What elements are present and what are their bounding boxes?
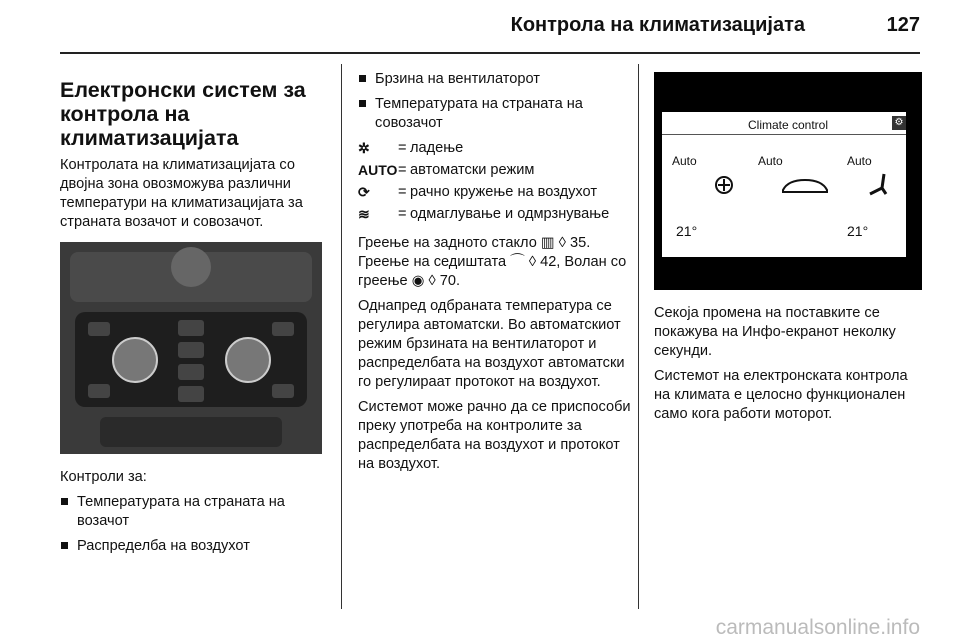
engine-note-paragraph: Системот на електронската контрола на климата е целосно функционален само кога работи моторот. [654, 368, 908, 422]
temp-right: 21° [847, 223, 869, 239]
def-recirculation [358, 183, 633, 202]
column-divider-1 [341, 64, 342, 609]
recirculation-icon: ⟳ [358, 184, 370, 200]
snowflake-icon: ✲ [358, 140, 370, 156]
defrost-icon: ≋ [358, 206, 370, 222]
bullet-driver-temp: Температурата на страната на возачот [60, 493, 326, 531]
column-1 [60, 70, 326, 562]
manual-adjust-paragraph: Системот може рачно да се приспособи преку употреба на контролите за распределбата на воздухот и протокот на воздухот. [358, 399, 631, 472]
bullet-passenger-temp: Температурата на страната на совозачот [358, 95, 633, 133]
page-number: 127 [886, 14, 920, 36]
auto-mode-paragraph: Однапред одбраната температура се регулира автоматски. Во автоматскиот режим брзината на вентилаторот и распределбата на воздухот автоматски го регулираат протокот на воздухот. [358, 298, 625, 390]
watermark: carmanualsonline.info [715, 616, 920, 639]
bullet-fan-speed: Брзина на вентилаторот [358, 70, 633, 89]
intro-paragraph: Контролата на климатизацијата со двојна зона овозможува различни температури на климатизацијата за страната возачот и совозачот. [60, 157, 303, 230]
def-equals: = [398, 184, 407, 200]
def-cooling [358, 139, 633, 158]
control-panel-photo [60, 242, 322, 454]
auto-label-car: Auto [758, 154, 783, 168]
auto-symbol: AUTO [358, 162, 398, 178]
seat-icon [864, 172, 890, 198]
display-title: Climate control [747, 118, 829, 132]
display-divider [662, 134, 906, 135]
bullet-air-distribution: Распределба на воздухот [60, 537, 326, 556]
def-text: рачно кружење на воздухот [410, 184, 598, 200]
def-auto [358, 161, 633, 180]
car-icon [780, 174, 830, 196]
column-2 [358, 70, 633, 480]
section-heading: Електронски систем за контрола на климатизацијата [60, 78, 306, 150]
def-text: ладење [410, 140, 464, 156]
climate-display-image [654, 72, 922, 290]
heating-references: Греење на задното стакло ▥ ◊ 35. Греење на седиштата ⌒ ◊ 42, Волан со греење ◉ ◊ 70. [358, 235, 627, 289]
def-equals: = [398, 140, 407, 156]
display-note-paragraph: Секоја промена на поставките се покажува на Инфо-екранот неколку секунди. [654, 305, 896, 359]
fan-icon [704, 167, 744, 197]
controls-label: Контроли за: [60, 469, 147, 485]
column-3 [654, 70, 922, 430]
def-equals: = [398, 206, 407, 222]
def-equals: = [398, 162, 407, 178]
header-rule [60, 52, 920, 54]
def-defrost [358, 205, 633, 224]
def-text: одмаглување и одмрзнување [410, 206, 610, 222]
auto-label-seat: Auto [847, 154, 872, 168]
settings-icon: ⚙ [892, 116, 906, 130]
page-header-title: Контрола на климатизацијата [510, 14, 805, 36]
auto-label-fan: Auto [672, 154, 697, 168]
temp-left: 21° [676, 223, 698, 239]
column-divider-2 [638, 64, 639, 609]
def-text: автоматски режим [410, 162, 535, 178]
symbol-definitions [358, 139, 633, 224]
